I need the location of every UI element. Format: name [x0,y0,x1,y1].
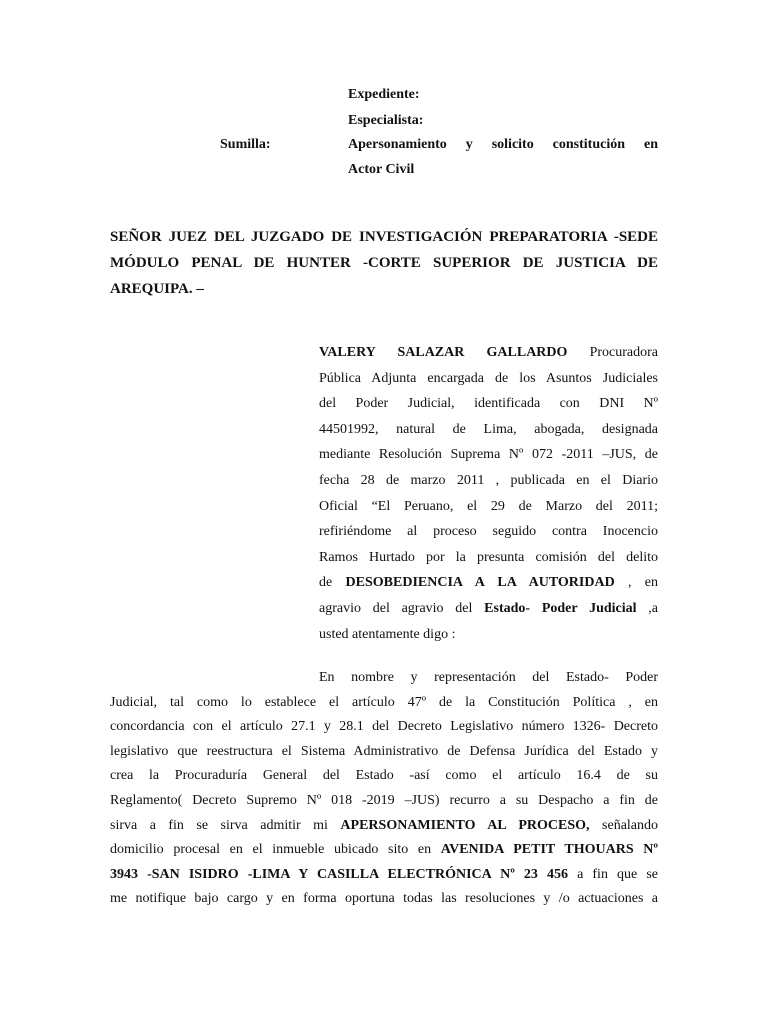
intro-line: usted atentamente digo : [319,626,456,642]
sumilla-label: Sumilla: [220,137,271,152]
sumilla-text-line: Apersonamiento y solicito constitución en [348,137,658,152]
address-emphasis: AVENIDA PETIT THOUARS Nº [440,842,659,858]
addressee-line: AREQUIPA. – [110,281,204,297]
addressee-line: MÓDULO PENAL DE HUNTER -CORTE SUPERIOR DE JUSTICIA DE [110,255,658,271]
offense-name: DESOBEDIENCIA A LA AUTORIDAD [345,575,615,591]
intro-line: VALERY SALAZAR GALLARDO Procuradora [319,345,658,360]
intro-line: Pública Adjunta encargada de los Asuntos Judiciales [319,370,658,386]
address-emphasis-cont: 3943 -SAN ISIDRO -LIMA Y CASILLA ELECTRÓNICA Nº 23 456 [110,866,568,882]
body-line: Reglamento( Decreto Supremo Nº 018 -2019 –JUS) recurro a su Despacho a fin de [110,792,658,808]
body-line: concordancia con el artículo 27.1 y 28.1 del Decreto Legislativo número 1326- Decreto [110,719,658,735]
addressee-line: SEÑOR JUEZ DEL JUZGADO DE INVESTIGACIÓN PREPARATORIA -SEDE [110,229,658,245]
body-line: me notifique bajo cargo y en forma oportuna todas las resoluciones y /o actuaciones a [110,891,658,907]
intro-line: Ramos Hurtado por la presunta comisión del delito [319,549,658,565]
intro-line: refiriéndome al proceso seguido contra Inocencio [319,524,658,540]
body-line: crea la Procuraduría General del Estado -así como el artículo 16.4 de su [110,768,658,784]
body-line: 3943 -SAN ISIDRO -LIMA Y CASILLA ELECTRÓNICA Nº 23 456 a fin que se [110,866,658,882]
aggrieved-party: Estado- Poder Judicial [484,600,637,616]
intro-line: Oficial “El Peruano, el 29 de Marzo del 2011; [319,498,658,514]
body-paragraph [110,666,658,912]
intro-line: fecha 28 de marzo 2011 , publicada en el Diario [319,472,658,488]
sumilla-text-line: Actor Civil [348,162,415,177]
addressee-heading [110,224,658,302]
intro-paragraph [319,340,658,647]
body-line: Judicial, tal como lo establece el artículo 47º de la Constitución Política , en [110,694,658,710]
expediente-label: Expediente: [348,87,420,102]
intro-line: mediante Resolución Suprema Nº 072 -2011 –JUS, de [319,447,658,463]
intro-line: 44501992, natural de Lima, abogada, designada [319,421,658,437]
attorney-name: VALERY SALAZAR GALLARDO [319,345,568,360]
intro-line: de DESOBEDIENCIA A LA AUTORIDAD , en [319,575,659,591]
body-line: legislativo que reestructura el Sistema Administrativo de Defensa Jurídica del Estado y [110,743,658,759]
body-line: sirva a fin se sirva admitir mi APERSONAMIENTO AL PROCESO, señalando [110,817,659,833]
apersonamiento-emphasis: APERSONAMIENTO AL PROCESO, [340,817,590,833]
intro-line: del Poder Judicial, identificada con DNI Nº [319,396,658,412]
body-line: En nombre y representación del Estado- Poder [319,670,658,685]
intro-line: agravio del agravio del Estado- Poder Judicial ,a [319,600,659,616]
especialista-label: Especialista: [348,113,424,128]
body-line: domicilio procesal en el inmueble ubicado sito en AVENIDA PETIT THOUARS Nº [110,842,659,858]
